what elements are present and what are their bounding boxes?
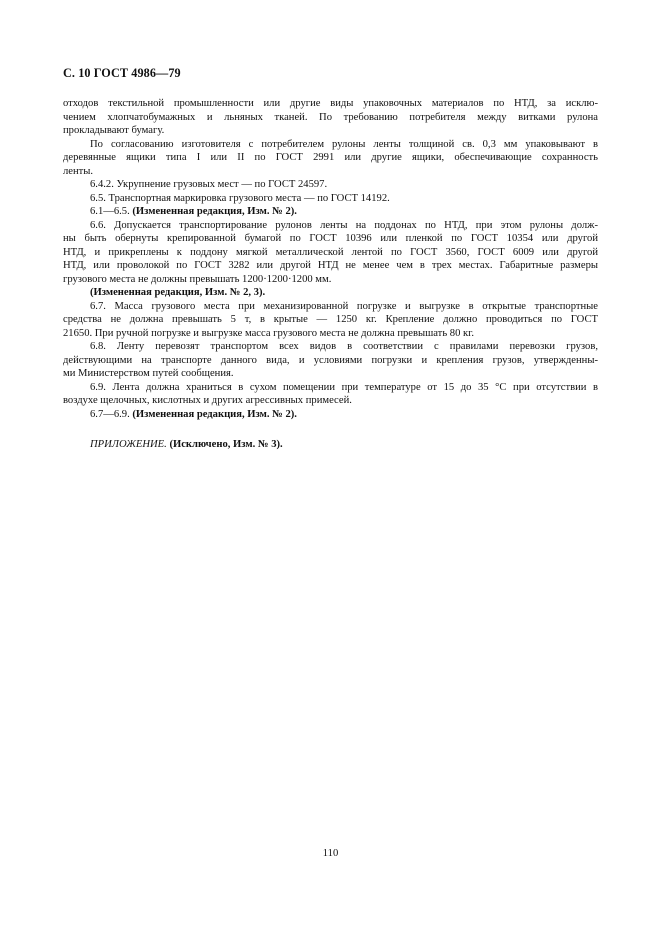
page-header: С. 10 ГОСТ 4986—79 bbox=[63, 66, 181, 80]
appendix-status: (Исключено, Изм. № 3). bbox=[169, 439, 283, 450]
text-line: ми Министерством путей сообщения. bbox=[63, 368, 234, 379]
appendix-note bbox=[63, 438, 598, 452]
text-line: НТД, или проволокой по ГОСТ 3282 или другой НТД не менее чем в трех местах. Габаритные размеры bbox=[63, 260, 598, 271]
text-line: прокладывают бумагу. bbox=[63, 125, 165, 136]
revision-note: (Измененная редакция, Изм. № 2). bbox=[132, 408, 297, 420]
text-line: 6.6. Допускается транспортирование рулонов ленты на поддонах по НТД, при этом рулоны долж- bbox=[90, 219, 598, 231]
text-line: 6.8. Ленту перевозят транспортом всех видов в соответствии с правилами перевозки грузов, bbox=[90, 341, 598, 352]
text-line: чением хлопчатобумажных и льняных тканей. По требованию потребителя между витками рулона bbox=[63, 111, 598, 123]
text-line: 6.9. Лента должна храниться в сухом помещении при температуре от 15 до 35 °С при отсутствии в bbox=[90, 381, 598, 393]
paragraph-6-9 bbox=[63, 381, 598, 408]
text-line: НТД, и прикреплены к поддону мягкой металлической лентой по ГОСТ 3560, ГОСТ 6009 или другой bbox=[63, 246, 598, 258]
revision-ref: 6.1—6.5. bbox=[90, 206, 133, 217]
revision-ref: 6.7—6.9. bbox=[90, 408, 133, 420]
text-line: деревянные ящики типа I или II по ГОСТ 2991 или другие ящики, обеспечивающие сохранность bbox=[63, 152, 598, 163]
revision-note-6-6: (Измененная редакция, Изм. № 2, 3). bbox=[90, 287, 266, 298]
paragraph-revision-6-7-6-9 bbox=[63, 408, 598, 422]
text-line: отходов текстильной промышленности или другие виды упаковочных материалов по НТД, за исклю- bbox=[63, 98, 598, 109]
paragraph-revision-6-1-6-5 bbox=[63, 205, 598, 219]
paragraph-packing-boxes bbox=[63, 138, 598, 179]
text-line: воздухе щелочных, кислотных и других агрессивных примесей. bbox=[63, 395, 352, 406]
text-line: ленты. bbox=[63, 165, 94, 177]
text-line: средства не должна превышать 5 т, в крытые — 1250 кг. Крепление должно проводиться по ГОСТ bbox=[63, 314, 598, 325]
text-line: действующими на транспорте данного вида, и условиями погрузки и крепления грузов, утвержденны- bbox=[63, 354, 598, 366]
text-line: грузового места не должны превышать 1200·1200·1200 мм. bbox=[63, 273, 332, 285]
document-body bbox=[63, 97, 598, 452]
appendix-label: ПРИЛОЖЕНИЕ. bbox=[90, 439, 167, 450]
text-line: По согласованию изготовителя с потребителем рулоны ленты толщиной св. 0,3 мм упаковывают в bbox=[90, 138, 598, 150]
text-line: 6.7. Масса грузового места при механизированной погрузке и выгрузке в открытые транспортные bbox=[90, 300, 598, 312]
paragraph-6-4-2: 6.4.2. Укрупнение грузовых мест — по ГОСТ 24597. bbox=[90, 179, 328, 190]
text-line: 21650. При ручной погрузке и выгрузке масса грузового места не должна превышать 80 кг. bbox=[63, 327, 474, 339]
paragraph-packing-cont bbox=[63, 97, 598, 138]
paragraph-6-8 bbox=[63, 340, 598, 381]
text-line: ны быть обернуты крепированной бумагой по ГОСТ 10396 или пленкой по ГОСТ 10354 или другой bbox=[63, 233, 598, 244]
paragraph-6-5: 6.5. Транспортная маркировка грузового места — по ГОСТ 14192. bbox=[90, 192, 390, 204]
paragraph-6-7 bbox=[63, 300, 598, 341]
paragraph-6-6 bbox=[63, 219, 598, 287]
page-number: 110 bbox=[322, 848, 339, 859]
revision-note: (Измененная редакция, Изм. № 2). bbox=[132, 206, 297, 217]
